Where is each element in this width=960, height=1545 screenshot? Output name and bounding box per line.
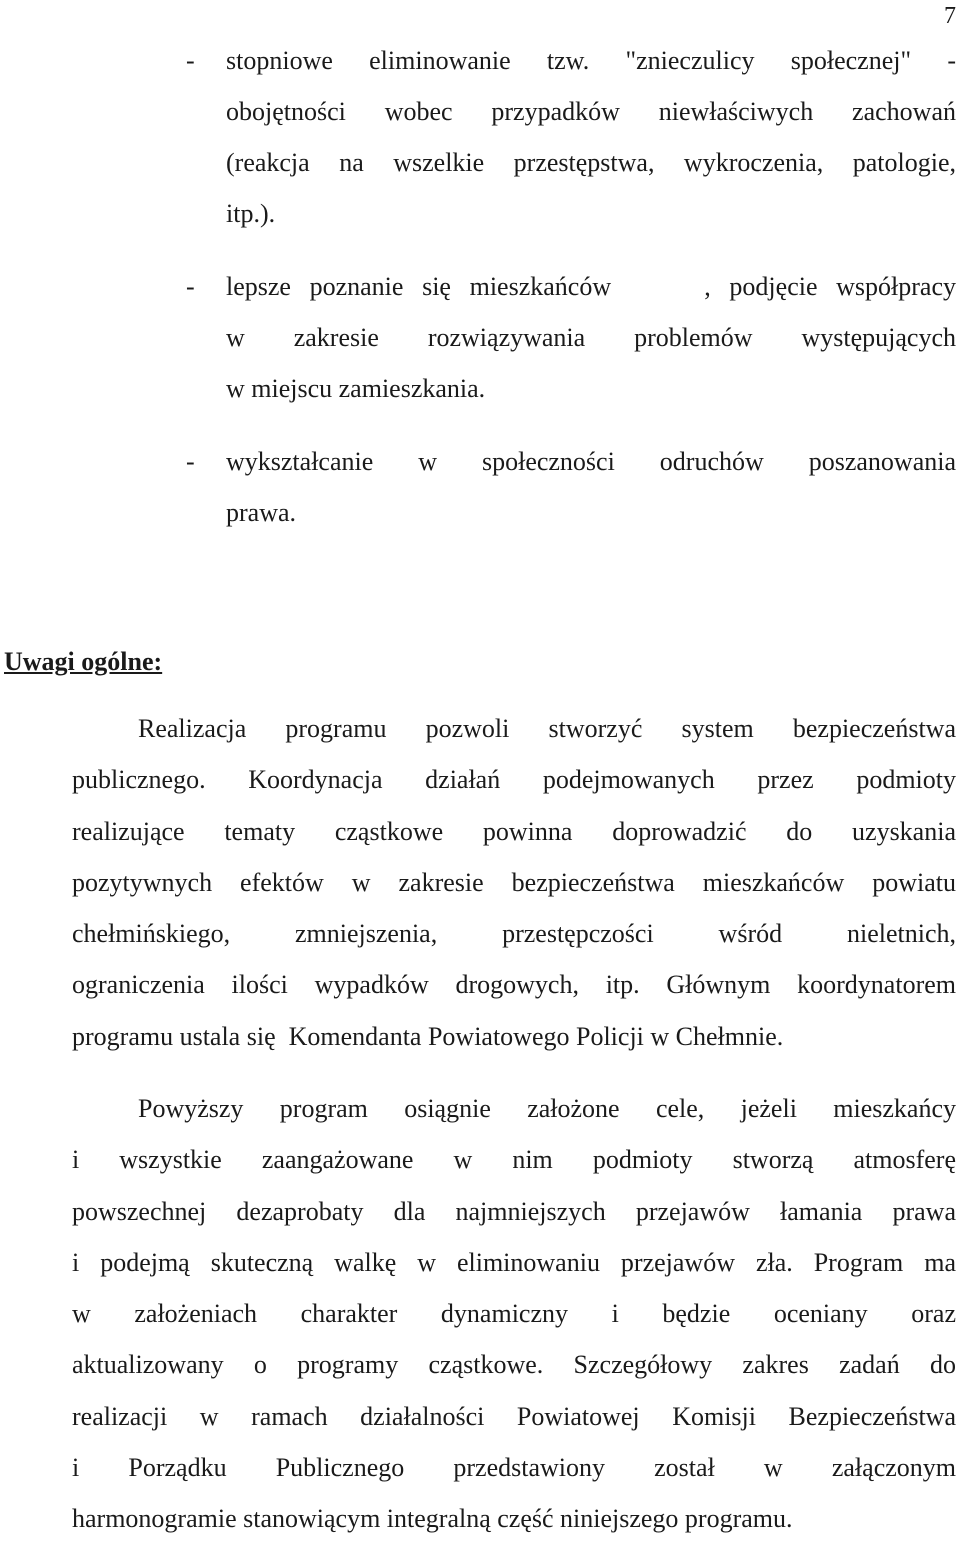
text-line: pozytywnych efektów w zakresie bezpieczeństwa mieszkańców powiatu [72, 867, 956, 897]
text-line: w założeniach charakter dynamiczny i będzie oceniany oraz [72, 1299, 956, 1329]
page-number: 7 [944, 3, 956, 29]
bullet-dash: - [186, 272, 195, 301]
bullet-dash: - [186, 46, 195, 75]
text-line: w miejscu zamieszkania. [226, 374, 486, 403]
text-line: Realizacja programu pozwoli stworzyć system bezpieczeństwa [138, 714, 956, 743]
section-heading: Uwagi ogólne: [4, 647, 163, 676]
text-line: realizacji w ramach działalności Powiatowej Komisji Bezpieczeństwa [72, 1401, 956, 1431]
text-line: stopniowe eliminowanie tzw. "znieczulicy społecznej" - [226, 46, 956, 75]
text-line: ograniczenia ilości wypadków drogowych, itp. Głównym koordynatorem [72, 970, 956, 1000]
text-line: i podejmą skuteczną walkę w eliminowaniu przejawów zła. Program ma [72, 1247, 956, 1277]
text-line: powszechnej dezaprobaty dla najmniejszych przejawów łamania prawa [72, 1196, 956, 1226]
bullet-item [186, 35, 956, 239]
text-line: obojętności wobec przypadków niewłaściwych zachowań [226, 97, 956, 126]
text-line: wykształcanie w społeczności odruchów poszanowania [226, 447, 956, 476]
text-line: i wszystkie zaangażowane w nim podmioty stworzą atmosferę [72, 1145, 956, 1175]
paragraph [72, 703, 956, 1062]
text-line: chełmińskiego, zmniejszenia, przestępczości wśród nieletnich, [72, 919, 956, 949]
bullet-dash: - [186, 447, 195, 476]
text-line: realizujące tematy cząstkowe powinna doprowadzić do uzyskania [72, 816, 956, 846]
text-line: lepsze poznanie się mieszkańców , podjęcie współpracy [226, 272, 956, 301]
text-line: w zakresie rozwiązywania problemów występujących [226, 323, 956, 352]
text-line: harmonogramie stanowiącym integralną część niniejszego programu. [72, 1504, 793, 1534]
text-line: aktualizowany o programy cząstkowe. Szczegółowy zakres zadań do [72, 1350, 956, 1380]
text-line: prawa. [226, 498, 297, 527]
bullet-item [186, 436, 956, 538]
text-line: Powyższy program osiągnie założone cele, jeżeli mieszkańcy [138, 1094, 956, 1123]
text-line: programu ustala się Komendanta Powiatowego Policji w Chełmnie. [72, 1021, 784, 1051]
text-line: i Porządku Publicznego przedstawiony został w załączonym [72, 1453, 956, 1483]
text-line: publicznego. Koordynacja działań podejmowanych przez podmioty [72, 765, 956, 795]
text-line: itp.). [226, 199, 276, 228]
text-line: (reakcja na wszelkie przestępstwa, wykroczenia, patologie, [226, 148, 956, 177]
paragraph [72, 1083, 956, 1545]
bullet-item [186, 261, 956, 414]
